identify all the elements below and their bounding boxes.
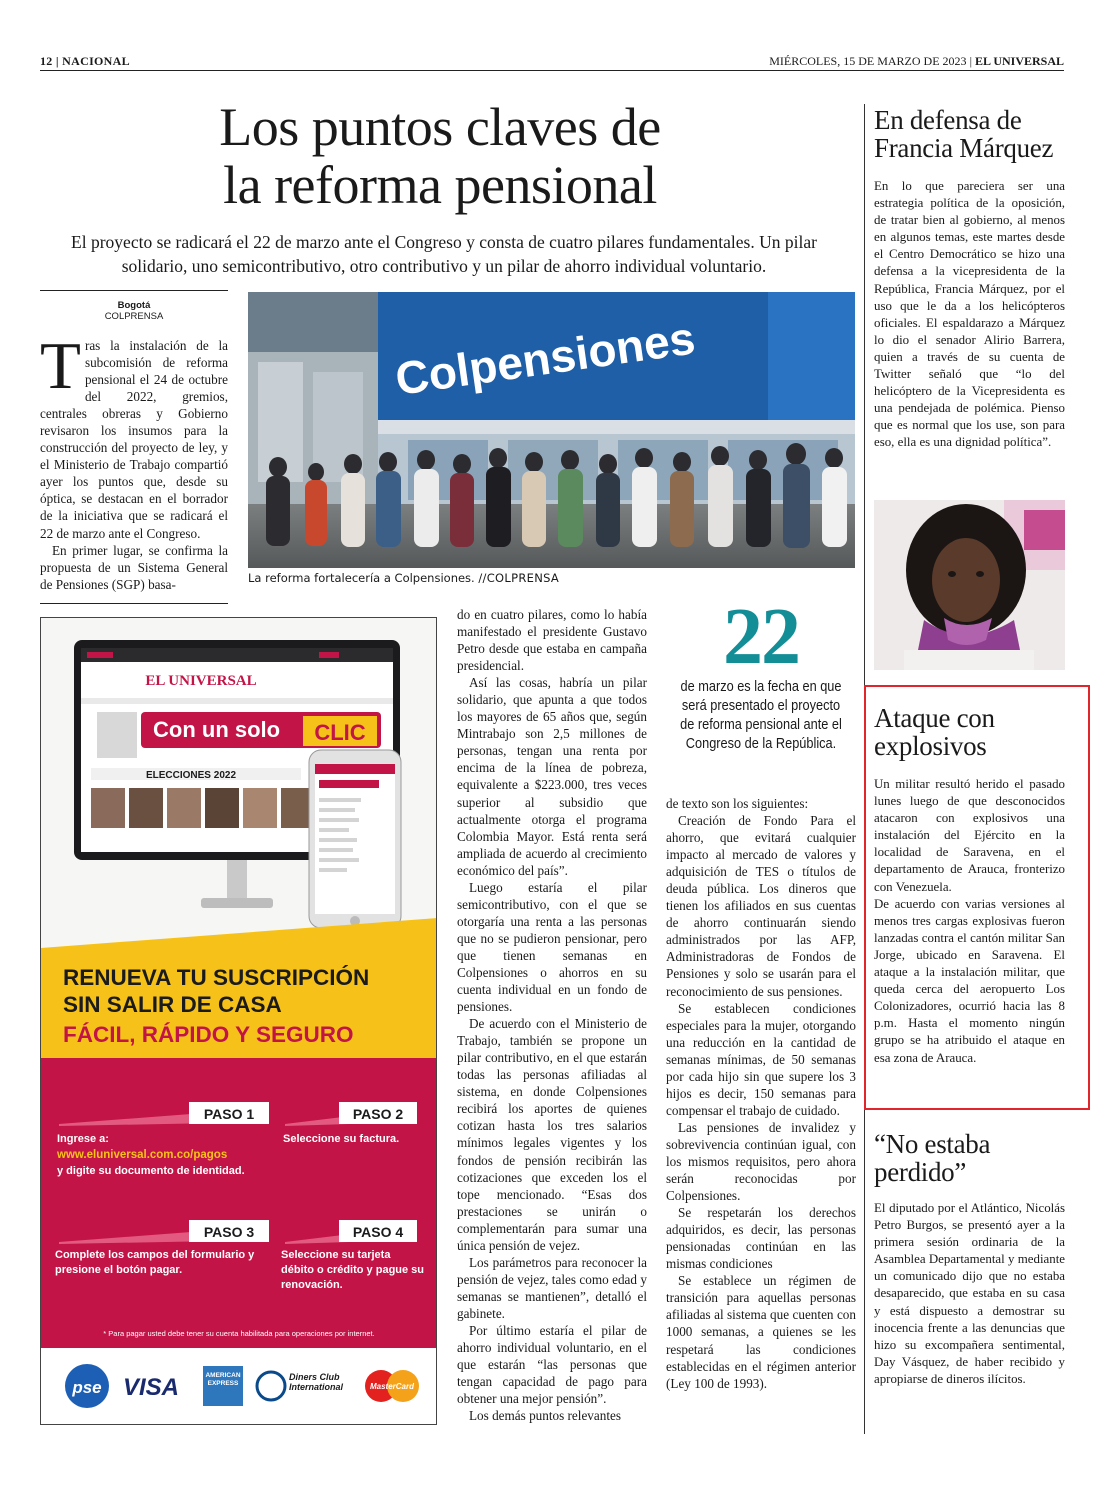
svg-text:pse: pse: [72, 1378, 102, 1397]
article-paragraph: do en cuatro pilares, como lo había manifestado el presidente Gustavo Petro desde que estaba en campaña presidencial.: [457, 607, 647, 674]
fact-number: 22: [723, 593, 799, 681]
byline-city: Bogotá: [117, 300, 151, 311]
svg-text:Seleccione su factura.: Seleccione su factura.: [283, 1133, 400, 1145]
article-paragraph: Se establece un régimen de transición para aquellas personas afiliadas al sistema que cuenten con 1000 semanas, a quienes se les respetará las condiciones establecidas en el régimen anterior (Ley 100 de 1993).: [666, 1273, 856, 1391]
svg-text:y digite su documento de ident: y digite su documento de identidad.: [57, 1165, 245, 1177]
sidebar-paragraph: El diputado por el Atlántico, Nicolás Petro Burgos, se presentó ayer a la primera sesión ordinaria de la Asamblea Departamental y mediante un comunicado dijo que no estaba desaparecido, que estaba en su casa y está dispuesto a demostrar su inocencia frente a las denuncias que hizo su excompañera sentimental, Day Vásquez, de haber recibido y apropiarse de dineros ilícitos.: [874, 1201, 1065, 1386]
article-paragraph: Se establecen condiciones especiales para la mujer, otorgando una reducción en la cantidad de semanas mínimas, de 50 semanas por cada hijo sin que supere los 3 hijos es decir, 150 semanas para compensar el trabajo de cuidado.: [666, 1000, 856, 1118]
portrait-photo: [874, 500, 1065, 670]
folio-left: 12 | NACIONAL: [40, 54, 130, 68]
sidebar-paragraph: Un militar resultó herido el pasado lunes luego de que desconocidos atacaron con explosivos una instalación del Ejército en la localidad de Saravena, en el departamento de Arauca, fronterizo con Venezuela.: [874, 777, 1065, 894]
photo-illustration: [248, 292, 855, 568]
page-folio: [40, 53, 1064, 71]
caption-text: La reforma fortalecería a Colpensiones.: [248, 571, 475, 585]
article-paragraph: Los parámetros para reconocer la pensión de vejez, tales como edad y semanas se mantienen”, detalló el gabinete.: [457, 1254, 647, 1321]
section-name: NACIONAL: [62, 54, 130, 68]
sidebar-story-francia-marquez: [874, 106, 1065, 452]
article-paragraph: En primer lugar, se confirma la propuesta de un Sistema General de Pensiones (SGP) basa-: [40, 542, 228, 592]
svg-text:PASO 4: PASO 4: [352, 1224, 404, 1240]
ad-headline-line2: SIN SALIR DE CASA: [63, 992, 282, 1017]
article-paragraph: Las pensiones de invalidez y sobrevivencia continúan igual, con los mismos requisitos, pero ahora serán reconocidas por Colpensiones.: [666, 1119, 856, 1204]
sidebar-story-title: En defensa de Francia Márquez: [874, 105, 1054, 163]
issue-date: MIÉRCOLES, 15 DE MARZO DE 2023: [769, 54, 967, 68]
paso-3: PASO 3 Complete los campos del formulario y presione el botón pagar.: [55, 1220, 269, 1288]
folio-right: MIÉRCOLES, 15 DE MARZO DE 2023 | EL UNIVERSAL: [769, 54, 1064, 68]
fact-text: de marzo es la fecha en que será presentado el proyecto de reforma pensional ante el Congreso de la República.: [680, 679, 842, 752]
article-column-2: [457, 606, 647, 1426]
sidebar-story-ataque-explosivos: [874, 704, 1065, 1067]
ad-click-line: Con un solo: [153, 717, 281, 742]
article-paragraph: Por último estaría el pilar de ahorro individual voluntario, en el que estarán “las personas que tengan capacidad de pago para obtener una mejor pensión”.: [457, 1322, 647, 1407]
article-column-1: [40, 337, 228, 597]
article-paragraph: Así las cosas, habría un pilar solidario, que apunta a que todos los mayores de 65 años que, según Mintrabajo son 2,5 millones de personas, tengan una renta por encima de la línea de pobreza, equivalente a $223.000, tres veces superior al subsidio que actualmente otorga el programa Colombia Mayor. Está renta será ampliada de acuerdo al crecimiento económico del país”.: [457, 675, 647, 878]
subscription-advertisement[interactable]: [40, 617, 437, 1425]
sidebar-story-no-estaba-perdido: [874, 1130, 1065, 1388]
ad-click-word: CLIC: [314, 720, 366, 745]
photo-caption: [248, 571, 855, 586]
colpensiones-queue-photo: [248, 292, 855, 568]
sidebar-story-title: “No estaba perdido”: [874, 1129, 991, 1187]
mastercard-logo-icon: [365, 1370, 419, 1402]
ad-footnote: * Para pagar usted debe tener su cuenta habilitada para operaciones por internet.: [103, 1329, 375, 1338]
ad-headline-line1: RENUEVA TU SUSCRIPCIÓN: [63, 965, 370, 990]
svg-text:MasterCard: MasterCard: [369, 1382, 415, 1391]
page-number: 12: [40, 54, 53, 68]
photo-sign-text: Colpensiones: [392, 311, 699, 405]
francia-marquez-portrait: [874, 500, 1065, 670]
article-paragraph: ras la instalación de la subcomisión de reforma pensional el 24 de octubre del 2022, gremios, centrales obreras y Gobierno revisaron los insumos para la construcción del proyecto de ley, y el Ministerio de Trabajo compartió ayer los puntos que, desde su óptica, se destacan en el borrador de la iniciativa que se radicará el 22 de marzo ante el Congreso.: [40, 338, 228, 541]
sidebar-paragraph: En lo que pareciera ser una estrategia política de la oposición, de tratar bien al gobierno, al menos en algunos temas, este martes desde el Centro Democrático se hizo una defensa a la vicepresidenta de la República, Francia Márquez, por el uso que le da a los helicópteros oficiales. El espaldarazo a Márquez lo dio el senador Alirio Barrera, quien a través de su cuenta de Twitter señaló que “lo del helicóptero de la Vicepresidenta es una pendejada de polémica. Pienso que es normal que los use, son para eso, ella es una dignidad política”.: [874, 179, 1065, 450]
article-column-3: [666, 795, 856, 1425]
article-paragraph: de texto son los siguientes:: [666, 796, 809, 811]
ad-headline-line3: FÁCIL, RÁPIDO Y SEGURO: [63, 1022, 354, 1047]
article-paragraph: Luego estaría el pilar semicontributivo, con el que se otorgaría una renta a las personas que no se pudieron pensionar, pero que tienen semanas en Colpensiones o ahorros en su cuenta individual en un fondo de pensiones.: [457, 879, 647, 1015]
sidebar-story-title: Ataque con explosivos: [874, 703, 995, 761]
svg-text:PASO 3: PASO 3: [203, 1224, 255, 1240]
svg-text:Ingrese a:: Ingrese a:: [57, 1133, 109, 1145]
byline: [40, 290, 228, 322]
byline-agency: COLPRENSA: [104, 311, 164, 322]
svg-text:PASO 2: PASO 2: [352, 1106, 404, 1122]
sidebar-paragraph: De acuerdo con varias versiones al menos tres cargas explosivas fueron lanzadas contra el cantón militar San Jorge, ubicado en Saravena. El ataque a la instalación militar, que queda cerca del aeropuerto Los Colonizadores, ocurrió hacia las 8 p.m. Hasta el momento ningún grupo se ha atribuido el ataque en esa zona de Arauca.: [874, 896, 1065, 1065]
article-paragraph: Creación de Fondo Para el ahorro, que evitará cualquier impacto al mercado de valores y adquisición de TES o títulos de deuda pública. Los dineros que tienen los afiliados en sus cuentas de ahorro continuarán siendo administrados por las AFP, Administradoras de Fondos de Pensiones y solo se usarán para el reconocimiento de sus pensiones.: [666, 813, 856, 999]
article-paragraph: De acuerdo con el Ministerio de Trabajo, también se propone un pilar contributivo, en el que estarán todas las personas afiliadas al sistema, en donde Colpensiones recibirá los aportes de quienes cotizan hasta los tres salarios mínimos legales vigentes y los fondos de pensión recibirán las cotizaciones que exceden los el tope mencionado. “Esas dos prestaciones se unirán o complementarán para sumar una única pensión de vejez.: [457, 1016, 647, 1253]
column-divider: [40, 603, 228, 604]
visa-logo: VISA: [122, 1374, 180, 1401]
drop-cap: T: [40, 337, 81, 403]
article-headline: Los puntos claves de la reforma pensional: [219, 97, 661, 215]
ad-brand: EL UNIVERSAL: [145, 673, 257, 689]
article-paragraph: Los demás puntos relevantes: [469, 1408, 621, 1424]
paso-4: PASO 4 Seleccione su tarjeta débito o crédito y pague su renovación.: [281, 1220, 425, 1298]
article-deck: El proyecto se radicará el 22 de marzo ante el Congreso y consta de cuatro pilares fundamentales. Un pilar solidario, uno semicontributivo, otro contributivo y un pilar de ahorro individual voluntario.: [71, 232, 817, 276]
caption-credit: //COLPRENSA: [478, 571, 560, 585]
ad-artwork: EL UNIVERSAL Con un solo CLIC ELECCIONES 2022 RENUEVA TU SUSCRIPCIÓN SIN SALIR DE CASA FÁCIL, RÁPIDO Y SEGURO PASO 1 Ingrese a: www.eluniversal.com.co/pagos y digite su documento de identidad. PASO 2 Seleccione su factura. PASO 3 Complete los campos del formulario y presione el botón pagar. PASO 4 Seleccione su tarjeta débito o crédito y pague su renovación. * Para pagar usted debe tener su cuenta habilitada para operaciones por internet. pse VISA AMERICAN EXPRESS Diners Club International MasterCard: [41, 618, 437, 1425]
ad-elections: ELECCIONES 2022: [145, 770, 237, 781]
svg-text:PASO 1: PASO 1: [203, 1106, 255, 1122]
publication-name: EL UNIVERSAL: [974, 54, 1064, 68]
ad-payment-link: www.eluniversal.com.co/pagos: [57, 1149, 228, 1161]
article-paragraph: Se respetarán los derechos adquiridos, es decir, las personas pensionadas continúan en las mismas condiciones: [666, 1205, 856, 1272]
